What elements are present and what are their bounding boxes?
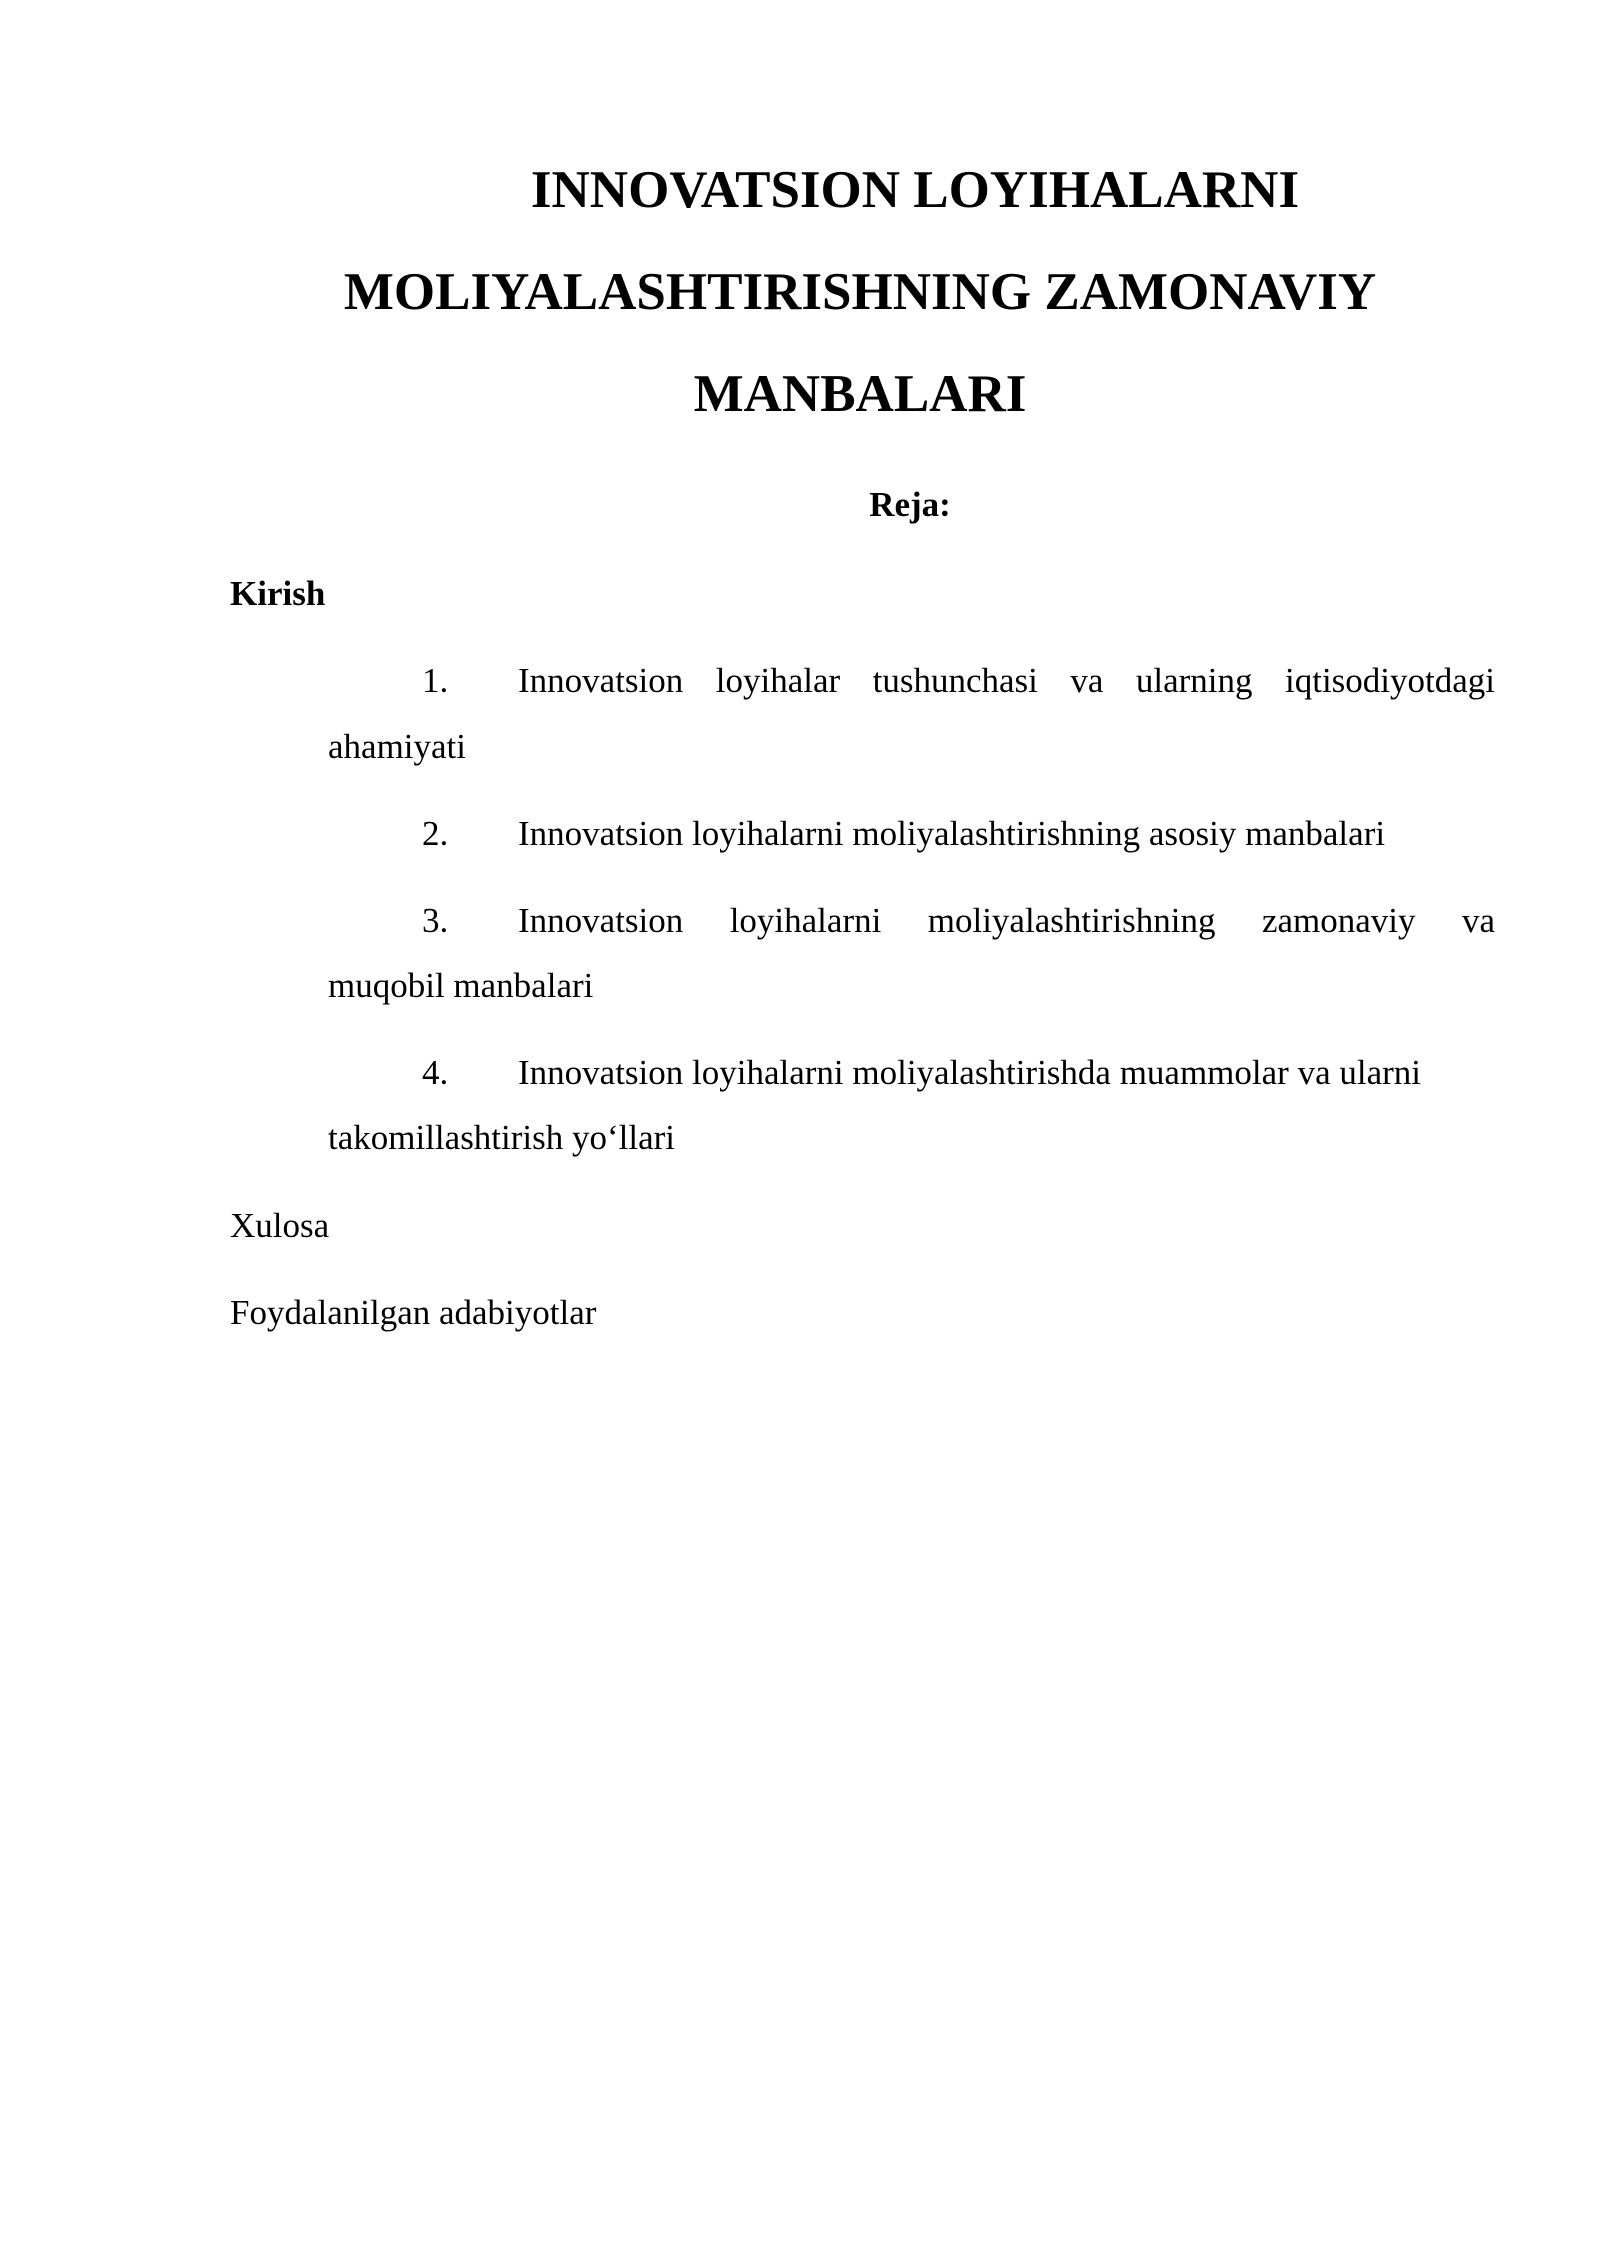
intro-heading: Kirish [230,574,326,613]
item-3-text-line-1: Innovatsion loyihalarni moliyalashtirishning zamonaviy va [518,901,1495,940]
item-2-number: 2. [422,814,449,853]
title-line-2: MOLIYALASHTIRISHNING ZAMONAVIY [343,263,1377,321]
references-heading: Foydalanilgan adabiyotlar [230,1293,597,1332]
title-line-3: MANBALARI [693,365,1027,423]
title-line-1: INNOVATSION LOYIHALARNI [530,161,1300,219]
conclusion-heading: Xulosa [230,1206,330,1245]
plan-heading: Reja: [869,485,951,524]
item-4-text-line-2: takomillashtirish yo‘llari [328,1118,676,1157]
item-2-text-line-1: Innovatsion loyihalarni moliyalashtirishning asosiy manbalari [518,814,1386,853]
item-1-text-line-1: Innovatsion loyihalar tushunchasi va ularning iqtisodiyotdagi [518,661,1495,700]
item-1-number: 1. [422,661,449,700]
item-4-text-line-1: Innovatsion loyihalarni moliyalashtirishda muammolar va ularni [518,1053,1421,1092]
item-1-text-line-2: ahamiyati [328,727,467,766]
item-4-number: 4. [422,1053,449,1092]
item-3-text-line-2: muqobil manbalari [328,966,594,1005]
item-3-number: 3. [422,901,449,940]
